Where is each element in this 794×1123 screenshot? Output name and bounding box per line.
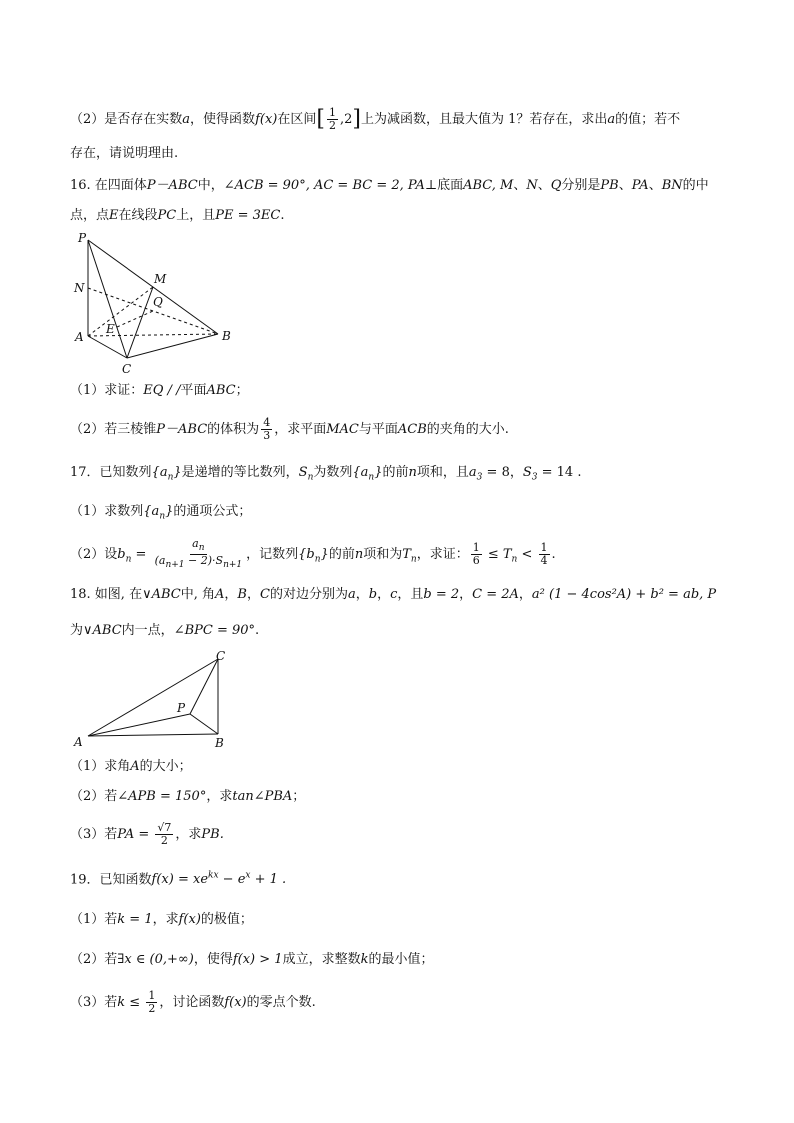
interval-right: ,2	[339, 112, 353, 127]
q19-line1: 19．已知函数$f(x) = xe^{kx} - e^x + 1$ .	[70, 871, 287, 888]
edge-CB	[127, 334, 218, 358]
label-P: P	[78, 231, 87, 245]
triangle-figure	[70, 648, 240, 753]
tetrahedron-figure	[70, 230, 240, 380]
label-A: A	[75, 330, 84, 344]
q19-part1: （1）若k = 1，求f(x)的极值；	[70, 912, 253, 927]
label-M: M	[154, 272, 167, 286]
label-B: B	[222, 329, 231, 343]
label-N: N	[74, 281, 85, 295]
q17-line1: 17．已知数列$\{a_n\}$是递增的等比数列，$S_n$为数列$\{a_n\}$的前n项和，且$a_3 = 8$，$S_3 = 14$ .	[70, 465, 582, 483]
var-a: a	[182, 112, 191, 127]
q15-part2-line2	[70, 144, 178, 164]
q17-part1: （1）求数列$\{a_n\}$的通项公式；	[70, 504, 252, 522]
fraction-half: $\frac{1}{2}$	[328, 106, 336, 132]
q16-line2: 点，点E在线段PC上，且PE = 3EC.	[70, 208, 285, 223]
text: ，使得函数	[190, 112, 256, 127]
q19-part2: （2）若∃x ∈ (0,+∞)，使得f(x) > 1成立，求整数k的最小值；	[70, 952, 434, 967]
q18-line2: 为∨ABC内一点，∠BPC = 90°.	[70, 623, 260, 638]
q16-line1: 16. 在四面体P－ABC中，∠ACB = 90°, AC = BC = 2, PA⊥底面ABC, M、N、Q分别是PB、PA、BN的中	[70, 178, 709, 193]
bracket-right: ]	[352, 106, 361, 132]
edge-PC	[88, 240, 127, 358]
text: 在区间	[277, 112, 317, 127]
label-C: C	[122, 362, 132, 376]
side-AB	[88, 734, 218, 736]
q16-part2: （2）若三棱锥P－ABC的体积为 $\frac{4}{3}$ ，求平面MAC与平面ACB的夹角的大小.	[70, 416, 509, 442]
text: 上为减函数，且最大值为 1？若存在，求出	[360, 112, 608, 127]
segment-EQ-dashed	[117, 311, 153, 327]
text: 存在，请说明理由.	[70, 146, 179, 161]
q18-line1: 18. 如图, 在∨ABC中, 角A，B，C的对边分别为a，b，c，且b = 2，C = 2A，a² (1 − 4cos²A) + b² = ab, P	[70, 587, 717, 602]
q15-part2-line1	[70, 107, 680, 132]
segment-AP	[88, 714, 190, 736]
label-P: P	[177, 701, 186, 715]
label-Q: Q	[153, 295, 163, 309]
q18-part3: （3）若PA = $\frac{√7}{2}$ ，求PB.	[70, 821, 224, 847]
label-C: C	[216, 649, 226, 663]
segment-AM-dashed	[88, 287, 153, 336]
text: （2）是否存在实数	[70, 112, 183, 127]
q18-part1: （1）求角A的大小；	[70, 759, 192, 774]
label-B: B	[215, 736, 224, 750]
var-a: a	[607, 112, 616, 127]
text: 的值；若不	[615, 112, 681, 127]
q19-part3: （3）若k ≤ $\frac{1}{2}$ ，讨论函数f(x)的零点个数.	[70, 989, 316, 1015]
segment-CM	[127, 287, 153, 358]
q18-part2: （2）若∠APB = 150°，求tan∠PBA；	[70, 789, 306, 804]
label-A: A	[74, 735, 83, 749]
q16-part1: （1）求证：EQ / /平面ABC；	[70, 383, 249, 398]
segment-PB	[190, 714, 218, 734]
q17-part2: （2）设$b_n$ = $\frac{a_n}{(a_{n+1} - 2)\cdot S_{n+1}}$ ，记数列$\{b_n\}$的前n项和为$T_n$，求证： $\frac{1}{6}$ ≤ $T_n$ < $\frac{1}{4}$ .	[70, 537, 556, 571]
function-f: f(x)	[255, 112, 278, 127]
bracket-left: [	[316, 106, 325, 132]
label-E: E	[106, 322, 115, 336]
